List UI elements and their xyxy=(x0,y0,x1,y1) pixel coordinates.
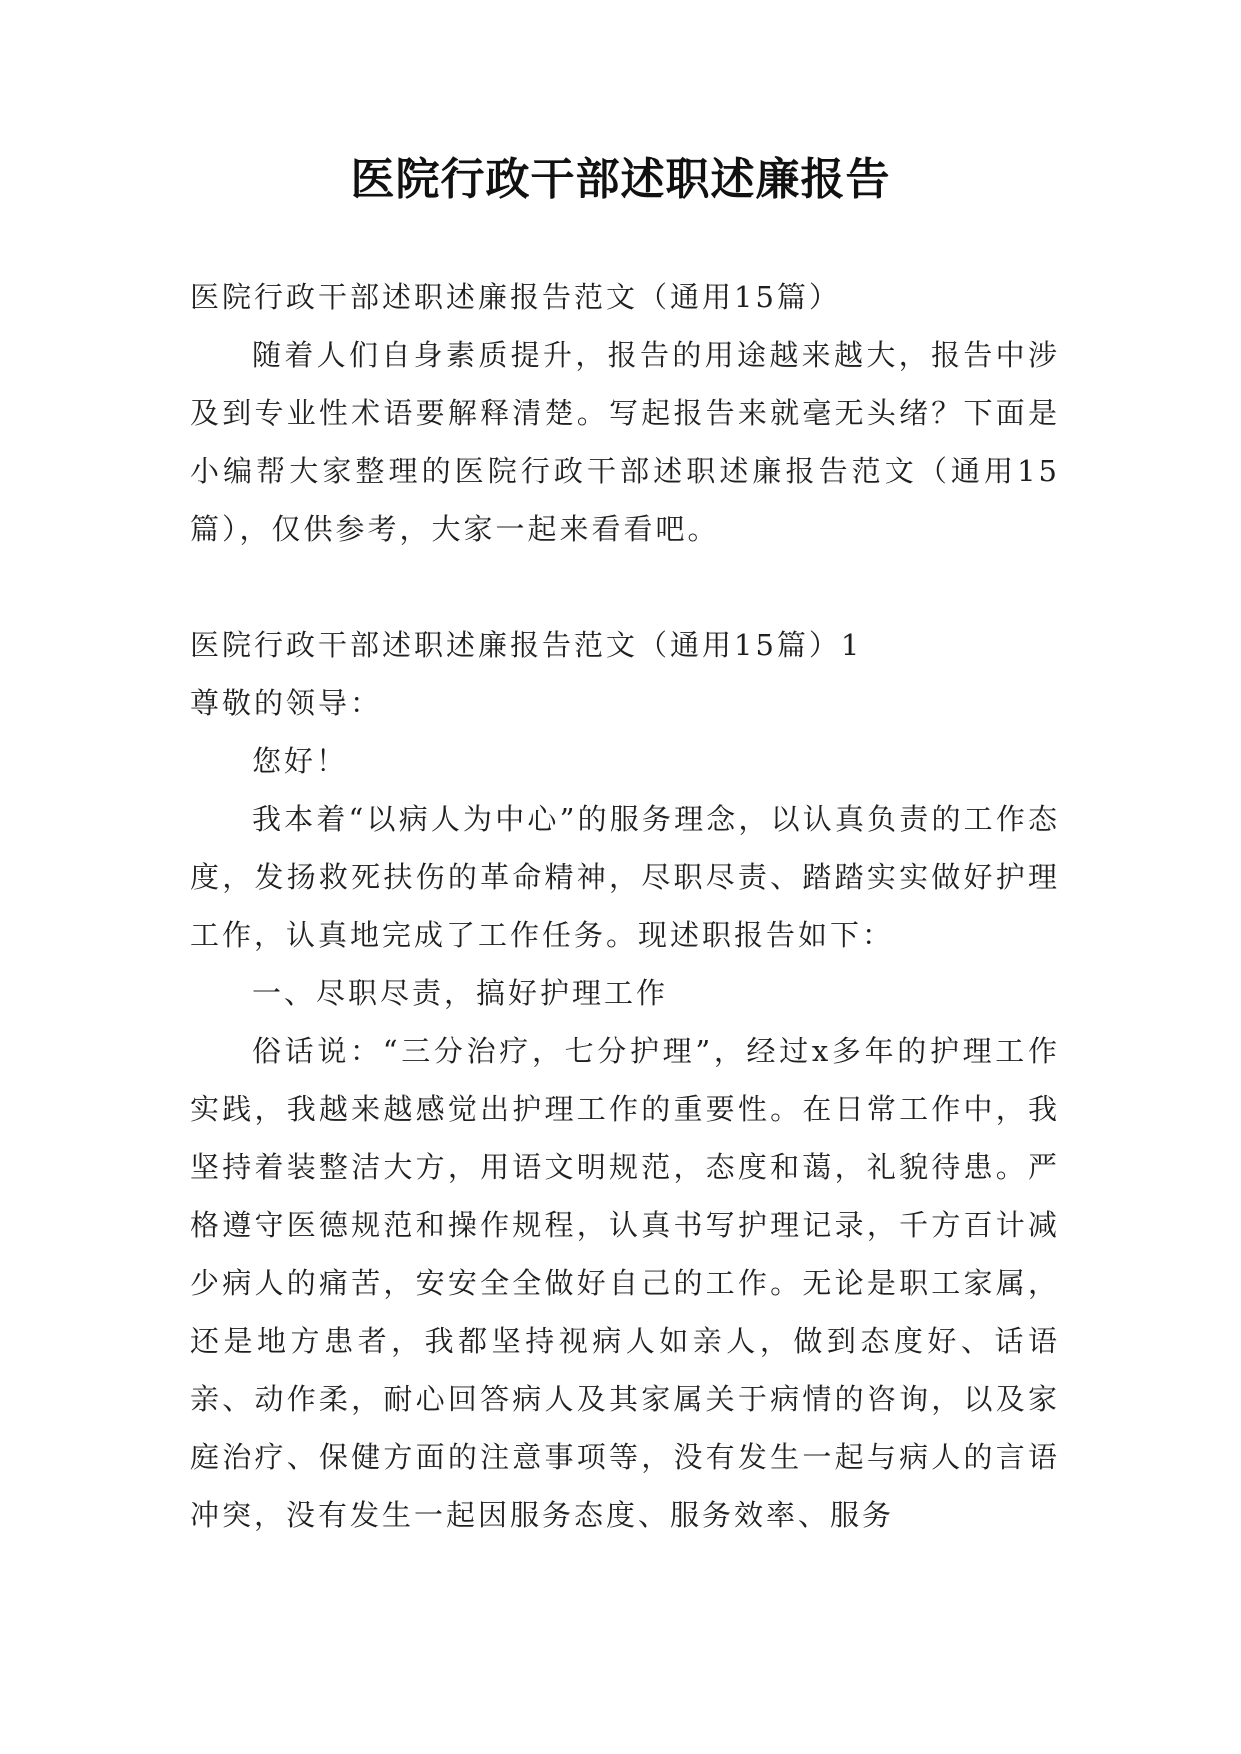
body-paragraph: 俗话说：“三分治疗，七分护理”，经过x多年的护理工作实践，我越来越感觉出护理工作的重要性。在日常工作中，我坚持着装整洁大方，用语文明规范，态度和蔼，礼貌待患。严格遵守医德规范和操作规程，认真书写护理记录，千方百计减少病人的痛苦，安安全全做好自己的工作。无论是职工家属，还是地方患者，我都坚持视病人如亲人，做到态度好、话语亲、动作柔，耐心回答病人及其家属关于病情的咨询，以及家庭治疗、保健方面的注意事项等，没有发生一起与病人的言语冲突，没有发生一起因服务态度、服务效率、服务 xyxy=(190,1034,1060,1532)
document-title: 医院行政干部述职述廉报告 xyxy=(350,154,891,205)
section-heading: 医院行政干部述职述廉报告范文（通用15篇）1 xyxy=(190,628,863,662)
intro-heading: 医院行政干部述职述廉报告范文（通用15篇） xyxy=(190,280,841,314)
greeting: 您好！ xyxy=(252,744,349,778)
document-body xyxy=(190,268,1060,1544)
salutation: 尊敬的领导： xyxy=(190,686,383,720)
intro-paragraph: 随着人们自身素质提升，报告的用途越来越大，报告中涉及到专业性术语要解释清楚。写起报告来就毫无头绪？下面是小编帮大家整理的医院行政干部述职述廉报告范文（通用15篇），仅供参考，大家一起来看看吧。 xyxy=(190,338,1060,546)
paragraph-gap xyxy=(190,558,1060,616)
body-paragraph: 我本着“以病人为中心”的服务理念，以认真负责的工作态度，发扬救死扶伤的革命精神，尽职尽责、踏踏实实做好护理工作，认真地完成了工作任务。现述职报告如下： xyxy=(190,802,1060,952)
section-subheading: 一、尽职尽责，搞好护理工作 xyxy=(252,976,669,1010)
